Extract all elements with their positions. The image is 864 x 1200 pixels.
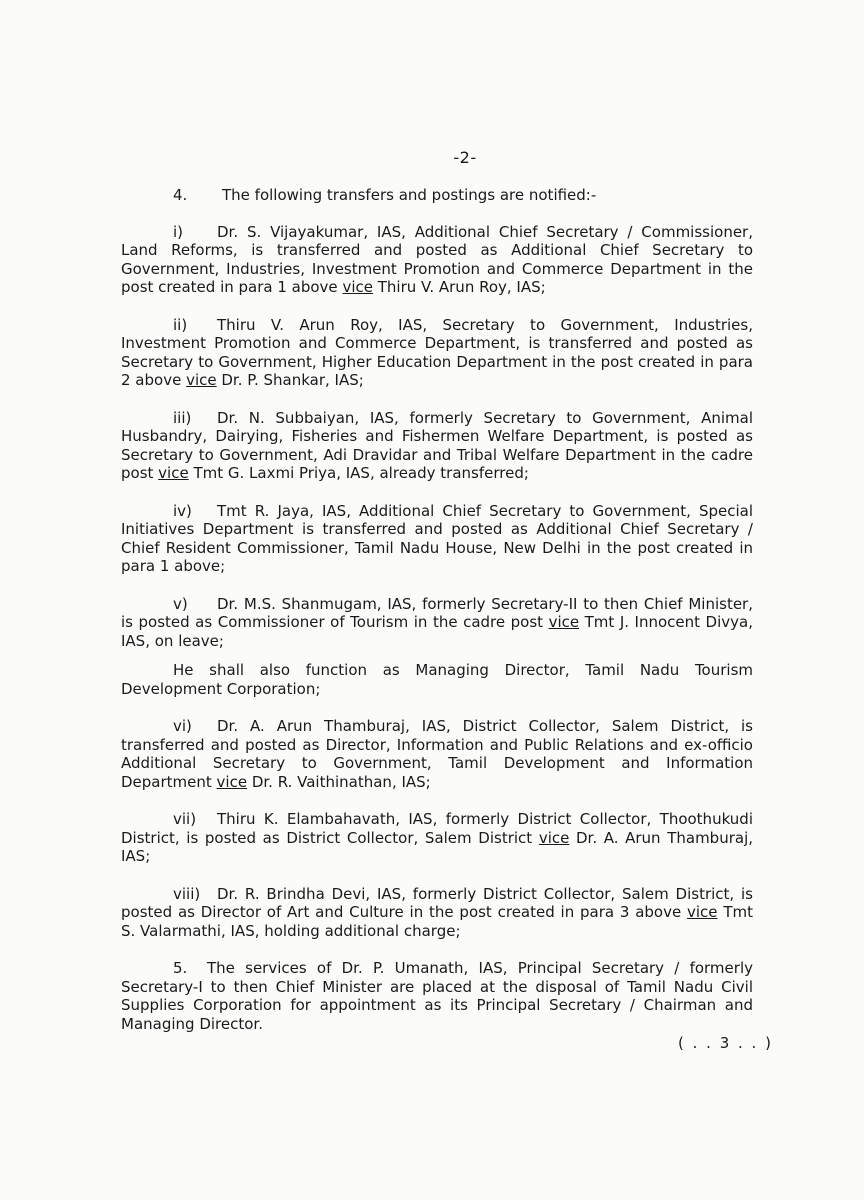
item-text: Dr. R. Brindha Devi, IAS, formerly District Collector, Salem District, is posted as Director of Art and Culture in the post created in para 3 above (121, 884, 753, 921)
item-text-end: Tmt G. Laxmi Priya, IAS, already transferred; (188, 464, 529, 482)
item-text-end: Thiru V. Arun Roy, IAS; (372, 278, 546, 296)
item-label: viii) (173, 884, 201, 903)
para4-number: 4. (173, 186, 188, 204)
para5-text: The services of Dr. P. Umanath, IAS, Principal Secretary / formerly Secretary-I to then Chief Minister are placed at the disposal of Tamil Nadu Civil Supplies Corporation for appointment as its Principal Secretary / Chairman and Managing Director. (121, 959, 753, 1033)
item-text: Thiru V. Arun Roy, IAS, Secretary to Government, Industries, Investment Promotion and Commerce Department, is transferred and posted as Secretary to Government, Higher Education Department in the post created in para 2 above (121, 315, 753, 389)
item-text-end: Dr. P. Shankar, IAS; (216, 371, 364, 389)
item-text-end: Dr. A. Arun Thamburaj, IAS; (121, 828, 754, 865)
item-label: i) (173, 222, 184, 241)
transfer-item-i (121, 223, 753, 297)
item-label: ii) (173, 315, 188, 334)
document-body (121, 186, 753, 1033)
para4-heading-text: The following transfers and postings are notified:- (222, 186, 597, 204)
item-label: vii) (173, 810, 197, 828)
para5 (121, 959, 753, 1033)
transfer-item-vii (121, 810, 753, 866)
item-text: Tmt R. Jaya, IAS, Additional Chief Secretary to Government, Special Initiatives Department is transferred and posted as Additional Chief Secretary / Chief Resident Commissioner, Tamil Nadu House, New Delhi in the post created in para 1 above; (121, 501, 753, 575)
vice-word: vice (158, 464, 189, 482)
item-text: Thiru K. Elambahavath, IAS, formerly District Collector, Thoothukudi District, is posted as District Collector, Salem District (121, 810, 753, 847)
page-number: -2- (453, 148, 477, 167)
transfer-item-iv (121, 502, 753, 576)
item-label: vi) (173, 717, 192, 735)
item-text-end: Tmt J. Innocent Divya, IAS, on leave; (121, 613, 753, 650)
item-text: Dr. N. Subbaiyan, IAS, formerly Secretary to Government, Animal Husbandry, Dairying, Fisheries and Fishermen Welfare Department, is posted as Secretary to Government, Adi Dravidar and Tribal Welfare Department in the cadre post (121, 408, 753, 482)
item-text: Dr. A. Arun Thamburaj, IAS, District Collector, Salem District, is transferred and posted as Director, Information and Public Relations and ex-officio Additional Secretary to Government, Tamil Development and Information Department (121, 717, 753, 791)
item-label: iv) (173, 501, 192, 520)
vice-word: vice (342, 278, 373, 296)
item-text: Dr. M.S. Shanmugam, IAS, formerly Secretary-II to then Chief Minister, is posted as Commissioner of Tourism in the cadre post (121, 594, 753, 631)
transfer-item-vi (121, 717, 753, 791)
transfer-item-iii (121, 409, 753, 483)
continuation-marker: ( . . 3 . . ) (678, 1034, 773, 1052)
vice-word: vice (687, 903, 718, 921)
item-text-end: Tmt S. Valarmathi, IAS, holding additional charge; (121, 903, 753, 940)
vice-word: vice (538, 828, 570, 847)
vice-word: vice (186, 371, 217, 389)
transfer-item-ii (121, 316, 753, 390)
para5-number: 5. (173, 959, 188, 977)
item-text: Dr. S. Vijayakumar, IAS, Additional Chief Secretary / Commissioner, Land Reforms, is transferred and posted as Additional Chief Secretary to Government, Industries, Investment Promotion and Commerce Department in the post created in para 1 above (121, 222, 753, 296)
item-text-end: Dr. R. Vaithinathan, IAS; (247, 772, 431, 791)
transfer-item-viii (121, 885, 753, 941)
para4-heading (173, 186, 753, 205)
transfer-item-v (121, 595, 753, 651)
transfer-item-v-note: He shall also function as Managing Director, Tamil Nadu Tourism Development Corporation; (121, 661, 753, 698)
item-label: iii) (173, 408, 192, 427)
vice-word: vice (548, 613, 580, 631)
item-label: v) (173, 594, 188, 613)
vice-word: vice (216, 772, 248, 791)
